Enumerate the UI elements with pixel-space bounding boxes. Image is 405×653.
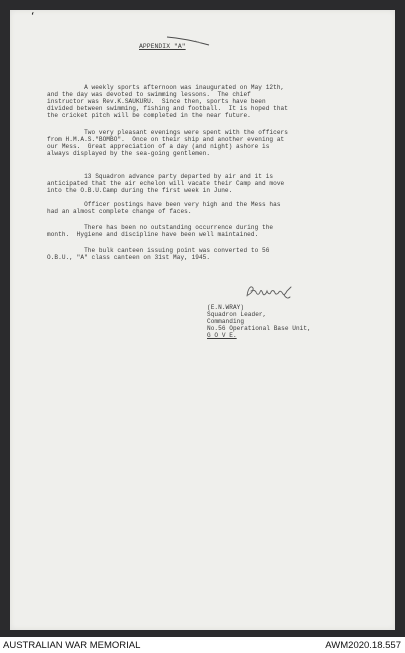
- handwritten-signature: [244, 282, 296, 302]
- institution-caption: AUSTRALIAN WAR MEMORIAL: [3, 640, 141, 651]
- signatory-place: G O V E.: [207, 332, 237, 339]
- caption-bar: [0, 637, 405, 653]
- signatory-name: (E.N.WRAY): [207, 304, 245, 311]
- paragraph-officers-evenings: Two very pleasant evenings were spent with the officers from H.M.A.S."BOMBO". Once on their ship and another evening at our Mess. Great appreciation of a day (and night) ashore is always displayed by the sea-going gentlemen.: [47, 129, 288, 157]
- reference-number: AWM2020.18.557: [325, 640, 401, 651]
- signatory-role: Commanding: [207, 318, 245, 325]
- signatory-unit: No.56 Operational Base Unit,: [207, 325, 311, 332]
- paragraph-canteen: The bulk canteen issuing point was converted to 56 O.B.U., "A" class canteen on 31st May, 1945.: [47, 247, 270, 261]
- signature-block: [207, 304, 311, 339]
- paragraph-sports: A weekly sports afternoon was inaugurated on May 12th, and the day was devoted to swimming lessons. The chief instructor was Rev.K.SAUKURU. Since then, sports have been divided between swimming, fishing and football. It is hoped that the cricket pitch will be completed in the near future.: [47, 84, 288, 119]
- tick-mark-icon: ‘: [31, 10, 35, 23]
- signatory-rank: Squadron Leader,: [207, 311, 267, 318]
- document-heading: APPENDIX "A": [139, 43, 186, 50]
- paragraph-squadron-advance: 13 Squadron advance party departed by air and it is anticipated that the air echelon will vacate their Camp and move into the O.B.U.Camp during the first week in June.: [47, 173, 285, 194]
- paragraph-no-occurrence: There has been no outstanding occurrence during the month. Hygiene and discipline have been well maintained.: [47, 224, 274, 238]
- paragraph-officer-postings: Officer postings have been very high and the Mess has had an almost complete change of faces.: [47, 201, 281, 215]
